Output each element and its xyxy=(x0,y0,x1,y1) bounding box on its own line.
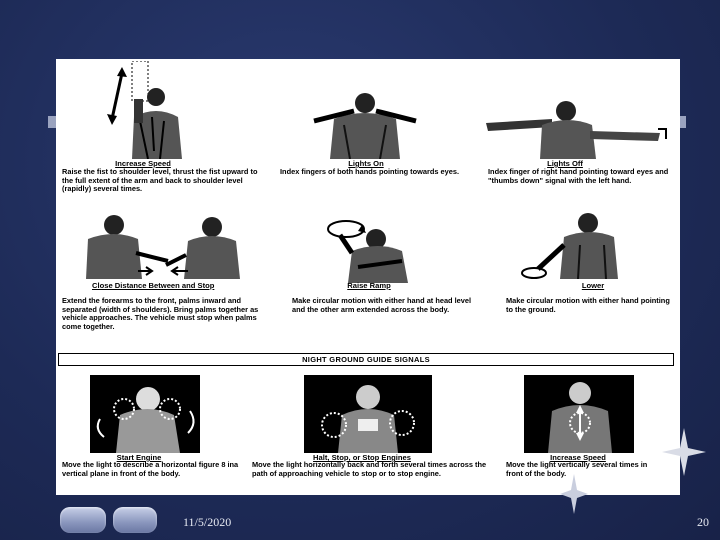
signal-description: Index fingers of both hands pointing towards eyes. xyxy=(280,167,460,176)
lower-figure xyxy=(520,209,630,279)
signal-description: Raise the fist to shoulder level, thrust the fist upward to the full extent of the arm and back to shoulder level (rapidly) several times. xyxy=(62,167,258,194)
increase-speed-figure xyxy=(104,61,194,159)
signal-title: Increase Speed xyxy=(115,159,171,168)
increase-speed-night-photo xyxy=(524,375,634,453)
signal-title: Raise Ramp xyxy=(347,281,391,290)
signal-title: Increase Speed xyxy=(550,453,606,462)
footer-date: 11/5/2020 xyxy=(183,515,232,529)
night-ground-guide-signals-banner: NIGHT GROUND GUIDE SIGNALS xyxy=(58,353,674,366)
signal-description: Make circular motion with either hand pointing to the ground. xyxy=(506,296,670,314)
lights-off-figure xyxy=(482,93,668,159)
footer-nav-button[interactable] xyxy=(60,507,106,533)
halt-stop-photo xyxy=(304,375,432,453)
sparkle-icon xyxy=(662,428,706,476)
signal-description: Index finger of right hand pointing toward eyes and "thumbs down" signal with the left hand. xyxy=(488,167,669,185)
signal-title: Halt, Stop, or Stop Engines xyxy=(313,453,411,462)
signal-description: Move the light horizontally back and forth several times across the path of approaching vehicle to stop or to stop engine. xyxy=(252,460,487,478)
ground-guide-signals-document xyxy=(56,59,680,495)
signal-description: Extend the forearms to the front, palms inward and separated (width of shoulders). Bring palms together as vehicle approaches. The vehicle must stop when palms come together. xyxy=(62,296,259,331)
sparkle-icon xyxy=(560,474,588,514)
raise-ramp-figure xyxy=(318,217,428,283)
page-number: 20 xyxy=(697,515,709,529)
lights-on-figure xyxy=(310,85,420,159)
signal-title: Lights Off xyxy=(547,159,583,168)
signal-description: Make circular motion with either hand at head level and the other arm extended across the body. xyxy=(292,296,472,314)
signal-title: Lights On xyxy=(348,159,384,168)
signal-title: Start Engine xyxy=(116,453,162,462)
signal-description: Move the light to describe a horizontal figure 8 ina vertical plane in front of the body. xyxy=(62,460,239,478)
footer-nav-button[interactable] xyxy=(113,507,157,533)
close-distance-figure xyxy=(76,213,248,283)
start-engine-photo xyxy=(90,375,200,453)
signal-title: Lower xyxy=(581,281,605,290)
signal-title: Close Distance Between and Stop xyxy=(92,281,215,290)
signal-description: Move the light vertically several times in front of the body. xyxy=(506,460,648,478)
